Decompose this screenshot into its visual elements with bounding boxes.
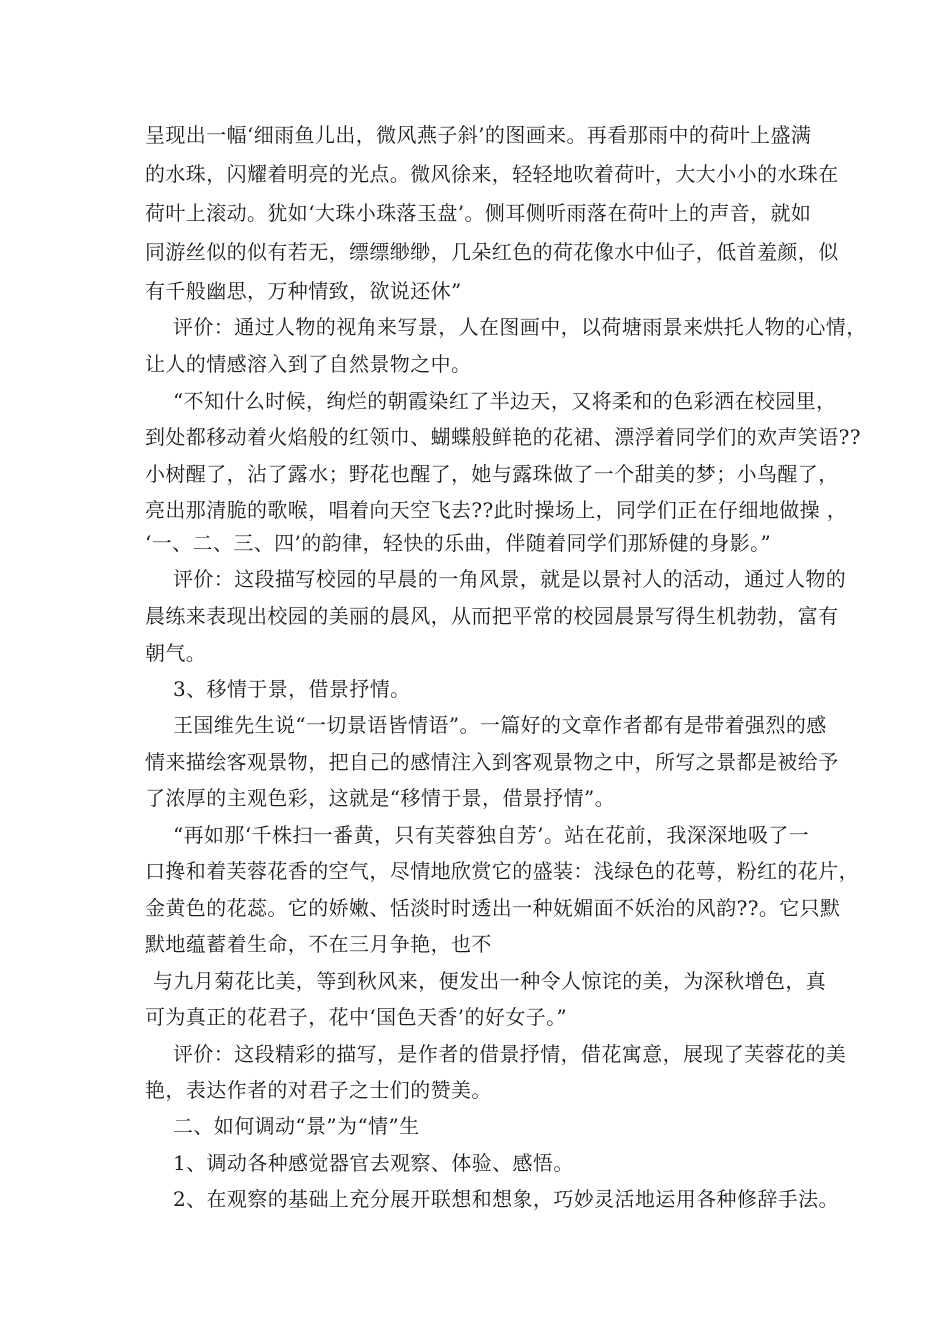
text-line: 同游丝似的似有若无，缥缥缈缈，几朵红色的荷花像水中仙子，低首羞颜，似	[145, 240, 839, 264]
text-line: 亮出那清脆的歌喉，唱着向天空飞去??此时操场上，同学们正在仔细地做操 ，	[145, 498, 848, 522]
text-line: 的水珠，闪耀着明亮的光点。微风徐来，轻轻地吹着荷叶，大大小小的水珠在	[145, 162, 839, 186]
text-line: 默地蕴蓄着生命，不在三月争艳，也不	[145, 932, 492, 956]
text-line: 2、在观察的基础上充分展开联想和想象，巧妙灵活地运用各种修辞手法。	[173, 1187, 839, 1211]
text-line: 1、调动各种感觉器官去观察、体验、感悟。	[173, 1151, 574, 1175]
text-line: 王国维先生说“一切景语皆情语”。一篇好的文章作者都有是带着强烈的感	[173, 713, 827, 737]
text-line: 可为真正的花君子，花中‘国色天香’的好女子。”	[145, 1005, 568, 1029]
text-line: 让人的情感溶入到了自然景物之中。	[145, 352, 472, 376]
text-line: ‘一、二、三、四’的韵律，轻快的乐曲，伴随着同学们那矫健的身影。”	[145, 531, 772, 555]
text-line: 评价：这段描写校园的早晨的一角风景，就是以景衬人的活动，通过人物的	[173, 567, 847, 591]
text-line: “再如那‘千株扫一番黄，只有芙蓉独自芳’。站在花前，我深深地吸了一	[173, 823, 810, 847]
text-line: 评价：通过人物的视角来写景，人在图画中，以荷塘雨景来烘托人物的心情，	[173, 315, 867, 339]
text-line: 金黄色的花蕊。它的娇嫩、恬淡时时透出一种妩媚面不妖治的风韵??。它只默	[145, 896, 841, 920]
text-line: 二、如何调动“景”为“情”生	[173, 1114, 420, 1138]
text-line: 艳，表达作者的对君子之士们的赞美。	[145, 1078, 492, 1102]
text-line: 了浓厚的主观色彩，这就是“移情于景，借景抒情”。	[145, 786, 616, 810]
text-line: 3、移情于景，借景抒情。	[173, 677, 411, 701]
text-line: 与九月菊花比美，等到秋风来，便发出一种令人惊诧的美，为深秋增色，真	[153, 969, 827, 993]
text-line: 荷叶上滚动。犹如‘大珠小珠落玉盘’。侧耳侧听雨落在荷叶上的声音，就如	[145, 201, 812, 225]
text-line: 朝气。	[145, 641, 207, 665]
text-line: 到处都移动着火焰般的红领巾、蝴蝶般鲜艳的花裙、漂浮着同学们的欢声笑语??	[145, 425, 861, 449]
text-line: 口搀和着芙蓉花香的空气，尽情地欣赏它的盛装：浅绿色的花萼，粉红的花片，	[145, 859, 859, 883]
text-line: 呈现出一幅‘细雨鱼儿出，微风燕子斜’的图画来。再看那雨中的荷叶上盛满	[145, 123, 812, 147]
text-line: 情来描绘客观景物，把自己的感情注入到客观景物之中，所写之景都是被给予	[145, 750, 839, 774]
text-line: 评价：这段精彩的描写，是作者的借景抒情，借花寓意，展现了芙蓉花的美	[173, 1042, 847, 1066]
text-line: 晨练来表现出校园的美丽的晨风，从而把平常的校园晨景写得生机勃勃，富有	[145, 604, 839, 628]
text-line: 小树醒了，沾了露水；野花也醒了，她与露珠做了一个甜美的梦；小鸟醒了，	[145, 462, 839, 486]
text-line: 有千般幽思，万种情致，欲说还休”	[145, 279, 462, 303]
text-line: “不知什么时候，绚烂的朝霞染红了半边天，又将柔和的色彩洒在校园里，	[173, 389, 837, 413]
